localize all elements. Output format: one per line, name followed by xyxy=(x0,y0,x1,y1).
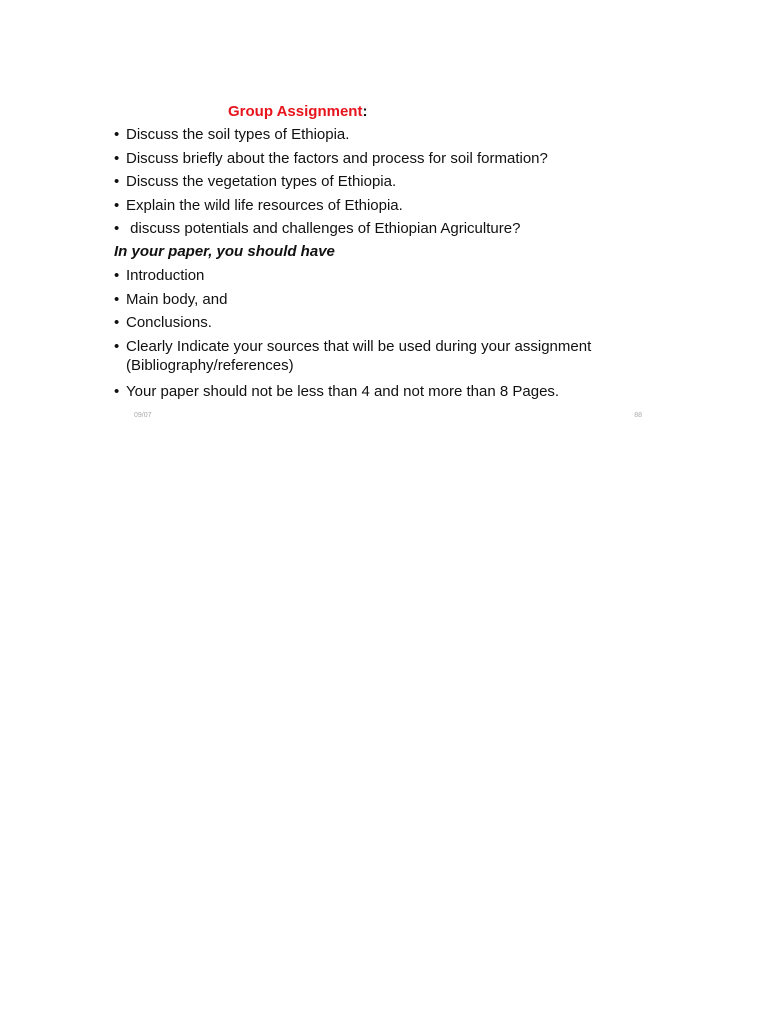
list-item-text: Discuss the soil types of Ethiopia. xyxy=(126,126,350,143)
list-item xyxy=(114,149,548,173)
list-item xyxy=(114,266,636,290)
list-item-text: Introduction xyxy=(126,267,205,284)
list-item xyxy=(114,125,548,149)
assignment-slide xyxy=(112,100,642,430)
title-colon: : xyxy=(362,103,368,120)
list-item-text: Discuss briefly about the factors and process for soil formation? xyxy=(126,149,548,167)
list-item xyxy=(114,172,548,196)
list-item-text: Conclusions. xyxy=(126,314,212,331)
list-item xyxy=(114,313,636,337)
title-text: Group Assignment xyxy=(228,103,363,120)
bullet-icon: • xyxy=(114,267,120,284)
list-item-text: Your paper should not be less than 4 and not more than 8 Pages. xyxy=(126,382,560,400)
list-item xyxy=(114,337,636,382)
bullet-icon: • xyxy=(114,382,120,400)
footer-page-number: 88 xyxy=(634,412,642,419)
list-item-text: discuss potentials and challenges of Ethiopian Agriculture? xyxy=(126,220,521,237)
bullet-icon: • xyxy=(114,196,120,214)
paper-requirements-list xyxy=(114,266,636,405)
bullet-icon: • xyxy=(114,149,120,167)
bullet-icon: • xyxy=(114,173,120,190)
assignment-list xyxy=(114,125,548,243)
list-item-text: Explain the wild life resources of Ethiopia. xyxy=(126,196,403,214)
list-item xyxy=(114,219,548,243)
list-item-text: Main body, and xyxy=(126,290,228,308)
bullet-icon: • xyxy=(114,126,120,143)
list-item xyxy=(114,290,636,314)
bullet-icon: • xyxy=(114,290,120,308)
paper-heading: In your paper, you should have xyxy=(114,243,335,260)
list-item-text: Clearly Indicate your sources that will be used during your assignment (Bibliography/references) xyxy=(126,337,592,374)
bullet-icon: • xyxy=(114,314,120,331)
footer-date: 09/07 xyxy=(134,412,152,419)
slide-title xyxy=(228,103,367,120)
list-item-text: Discuss the vegetation types of Ethiopia. xyxy=(126,173,397,190)
bullet-icon: • xyxy=(114,337,120,355)
list-item xyxy=(114,382,636,406)
bullet-icon: • xyxy=(114,220,120,237)
list-item xyxy=(114,196,548,220)
